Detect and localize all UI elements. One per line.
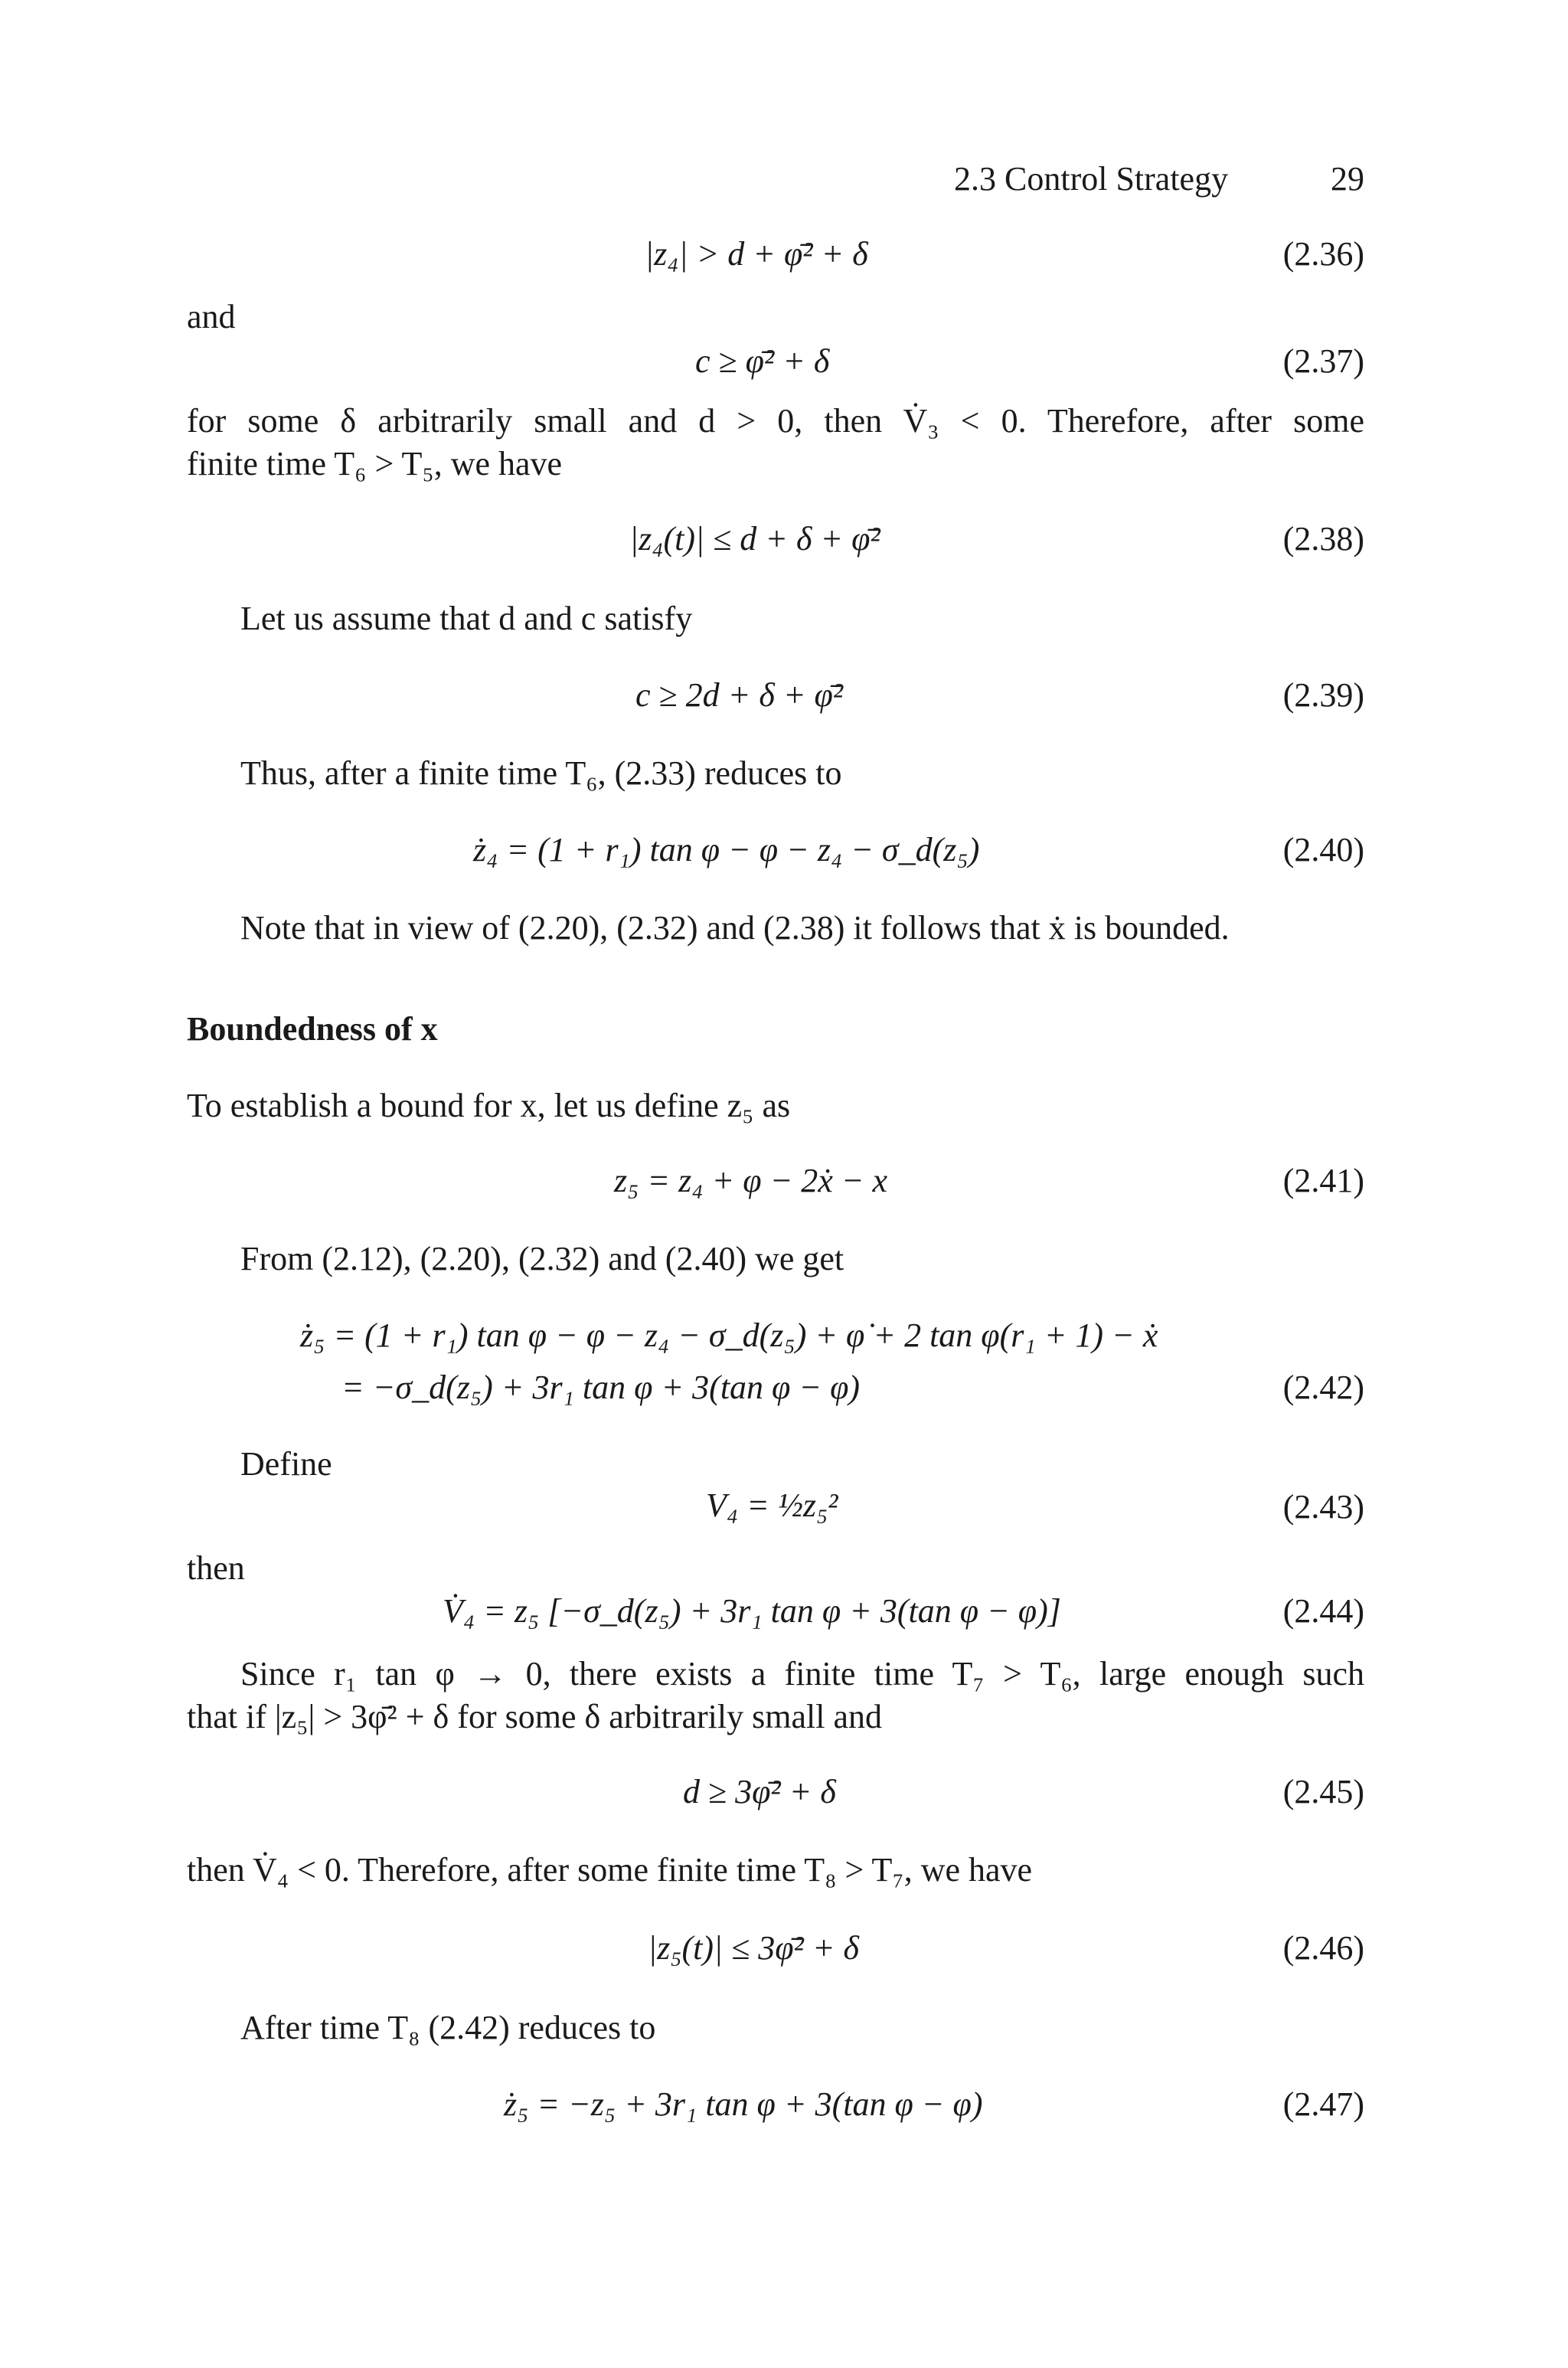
equation-number-2-44: (2.44) xyxy=(1282,1592,1364,1630)
paragraph-line: To establish a bound for x, let us define z₅ as xyxy=(187,1087,791,1124)
paragraph-line: for some δ arbitrarily small and d > 0, then V̇₃ < 0. Therefore, after some xyxy=(187,402,1364,440)
equation-number-2-42: (2.42) xyxy=(1282,1369,1364,1406)
equation-2-38: |z₄(t)| ≤ d + δ + φ̄² xyxy=(629,520,880,558)
equation-number-2-36: (2.36) xyxy=(1282,235,1364,273)
equation-2-43: V₄ = ½z₅² xyxy=(706,1487,838,1524)
paragraph-line: Since r₁ tan φ → 0, there exists a finite time T₇ > T₆, large enough such xyxy=(240,1655,1364,1693)
equation-2-37: c ≥ φ̄² + δ xyxy=(695,342,830,380)
equation-2-40: ż₄ = (1 + r₁) tan φ − φ − z₄ − σ_d(z₅) xyxy=(473,831,980,868)
equation-2-47: ż₅ = −z₅ + 3r₁ tan φ + 3(tan φ − φ) xyxy=(504,2085,983,2123)
paragraph-line: that if |z₅| > 3φ̄² + δ for some δ arbitrarily small and xyxy=(187,1698,882,1735)
text-and: and xyxy=(187,298,236,335)
equation-2-39: c ≥ 2d + δ + φ̄² xyxy=(635,676,844,714)
equation-2-42-line1: ż₅ = (1 + r₁) tan φ − φ − z₄ − σ_d(z₅) + φ̇ + 2 tan φ(r₁ + 1) − ẋ xyxy=(300,1316,1158,1354)
equation-number-2-47: (2.47) xyxy=(1282,2085,1364,2123)
equation-2-41: z₅ = z₄ + φ − 2ẋ − x xyxy=(614,1162,888,1199)
paragraph-line: Thus, after a finite time T₆, (2.33) reduces to xyxy=(240,754,842,792)
equation-number-2-41: (2.41) xyxy=(1282,1162,1364,1199)
equation-2-46: |z₅(t)| ≤ 3φ̄² + δ xyxy=(648,1929,859,1967)
paragraph-line: From (2.12), (2.20), (2.32) and (2.40) we get xyxy=(240,1240,844,1277)
equation-number-2-37: (2.37) xyxy=(1282,342,1364,380)
equation-number-2-39: (2.39) xyxy=(1282,676,1364,714)
equation-number-2-45: (2.45) xyxy=(1282,1773,1364,1810)
equation-2-45: d ≥ 3φ̄² + δ xyxy=(683,1773,836,1810)
equation-2-44: V̇₄ = z₅ [−σ_d(z₅) + 3r₁ tan φ + 3(tan φ − φ)] xyxy=(443,1592,1061,1630)
text-then: then xyxy=(187,1549,245,1587)
equation-number-2-46: (2.46) xyxy=(1282,1929,1364,1967)
page-number: 29 xyxy=(1331,160,1364,198)
equation-2-42-line2: = −σ_d(z₅) + 3r₁ tan φ + 3(tan φ − φ) xyxy=(341,1369,861,1406)
paragraph-line: finite time T₆ > T₅, we have xyxy=(187,445,563,482)
running-header-title: 2.3 Control Strategy xyxy=(954,160,1229,198)
paragraph-line: Let us assume that d and c satisfy xyxy=(240,600,693,637)
equation-number-2-43: (2.43) xyxy=(1282,1488,1364,1526)
paragraph-line: After time T₈ (2.42) reduces to xyxy=(240,2009,656,2046)
text-define: Define xyxy=(240,1445,332,1483)
equation-number-2-38: (2.38) xyxy=(1282,520,1364,558)
section-heading: Boundedness of x xyxy=(187,1010,438,1048)
paragraph-line: Note that in view of (2.20), (2.32) and (2.38) it follows that ẋ is bounded. xyxy=(240,909,1230,947)
paragraph-line: then V̇₄ < 0. Therefore, after some finite time T₈ > T₇, we have xyxy=(187,1851,1033,1889)
equation-number-2-40: (2.40) xyxy=(1282,831,1364,868)
equation-2-36: |z₄| > d + φ̄² + δ xyxy=(645,235,868,273)
